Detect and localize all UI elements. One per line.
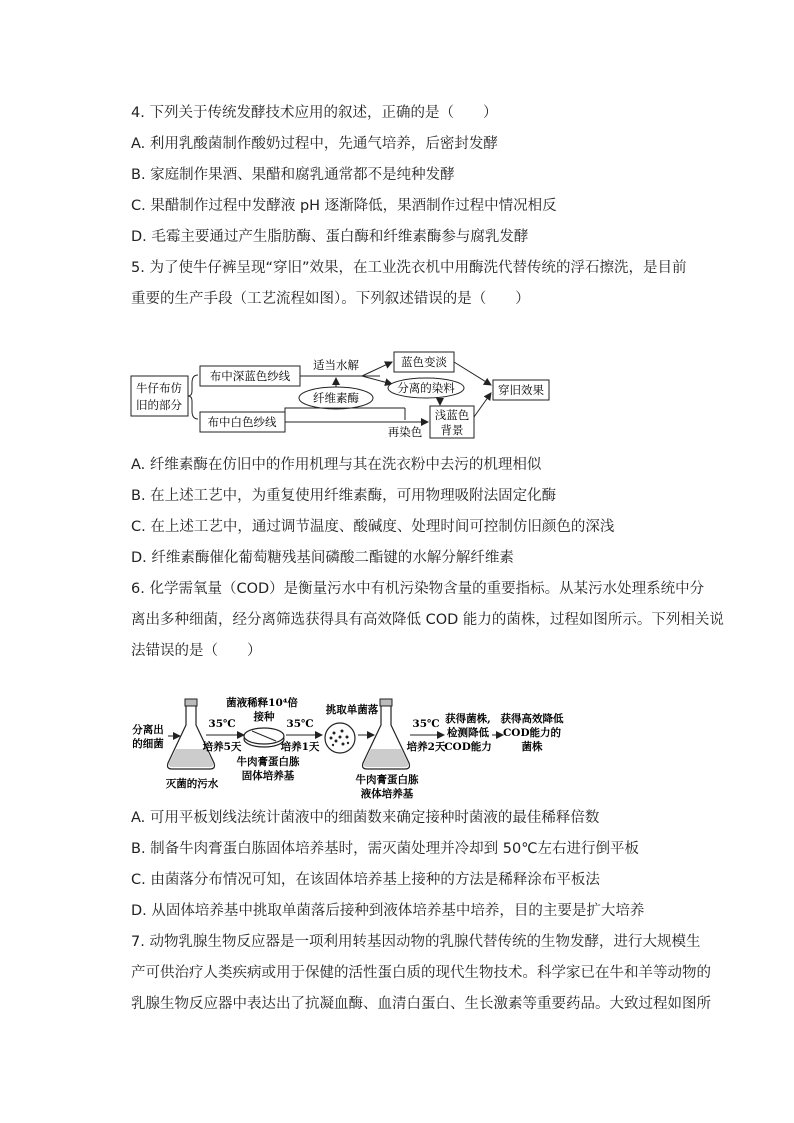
q6-isolated-label-1: 分离出: [132, 724, 164, 736]
q5-hydrolysis-label: 适当水解: [313, 358, 359, 372]
q6-dilute-label-1: 菌液稀释10⁴倍: [226, 697, 298, 709]
q5-stem-line1: 5. 为了使牛仔裤呈现“穿旧”效果，在工业洗衣机中用酶洗代替传统的浮石擦洗，是目前: [131, 260, 687, 276]
q5-option-b: B. 在上述工艺中，为重复使用纤维素酶，可用物理吸附法固定化酶: [131, 488, 557, 504]
q4-stem: 4. 下列关于传统发酵技术应用的叙述，正确的是（ ）: [131, 105, 498, 121]
q6-liquid-label-1: 牛肉膏蛋白胨: [355, 774, 419, 786]
q4-option-c: C. 果醋制作过程中发酵液 pH 逐渐降低，果酒制作过程中情况相反: [131, 198, 557, 214]
q6-detect-label-2: 检测降低: [447, 727, 489, 739]
q5-source-label-2: 旧的部分: [136, 398, 182, 412]
q6-option-a: A. 可用平板划线法统计菌液中的细菌数来确定接种时菌液的最佳稀释倍数: [131, 810, 600, 826]
q6-detect-label-3: COD能力: [444, 741, 492, 753]
q6-stem-line2: 离出多种细菌，经分离筛选获得具有高效降低 COD 能力的菌株，过程如图所示。下列相关说: [131, 612, 724, 628]
q6-option-d: D. 从固体培养基中挑取单菌落后接种到液体培养基中培养，目的主要是扩大培养: [131, 903, 645, 919]
q6-sterile-water-label: 灭菌的污水: [165, 778, 219, 790]
q6-pick-label: 挑取单菌落: [325, 704, 379, 716]
q5-result-label: 穿旧效果: [498, 383, 544, 397]
q6-dilute-label-2: 接种: [253, 711, 275, 723]
q5-option-c: C. 在上述工艺中，通过调节温度、酸碱度、处理时间可控制仿旧颜色的深浅: [131, 519, 615, 535]
q6-final-label-2: COD能力的: [502, 727, 562, 739]
q7-line2: 产可供治疗人类疾病或用于保健的活性蛋白质的现代生物技术。科学家已在牛和羊等动物的: [131, 965, 711, 981]
q6-temp-1: 35℃: [208, 718, 236, 730]
q5-stem-line2: 重要的生产手段（工艺流程如图）。下列叙述错误的是（ ）: [131, 291, 530, 307]
q5-fade-label: 蓝色变淡: [401, 355, 447, 369]
q6-petri-dish: [244, 728, 284, 747]
q6-culture-1: 培养5天: [202, 741, 242, 753]
q6-detect-label-1: 获得菌株,: [445, 713, 491, 725]
q6-plate-label-2: 固体培养基: [241, 770, 295, 782]
q6-option-b: B. 制备牛肉膏蛋白胨固体培养基时，需灭菌处理并冷却到 50℃左右进行倒平板: [131, 841, 640, 857]
q6-option-c: C. 由菌落分布情况可知，在该固体培养基上接种的方法是稀释涂布平板法: [131, 872, 600, 888]
q6-temp-2: 35℃: [286, 718, 314, 730]
q6-colony-dish: [325, 723, 355, 753]
q6-liquid-label-2: 液体培养基: [360, 788, 414, 800]
q6-culture-3: 培养2天: [406, 741, 446, 753]
q6-culture-2: 培养1天: [280, 741, 320, 753]
q5-option-d: D. 纤维素酶催化葡萄糖残基间磷酸二酯键的水解分解纤维素: [131, 550, 514, 566]
q4-option-a: A. 利用乳酸菌制作酸奶过程中，先通气培养，后密封发酵: [131, 136, 498, 152]
q6-temp-3: 35℃: [412, 718, 440, 730]
q6-final-label-3: 菌株: [521, 741, 543, 753]
q5-enzyme-label: 纤维素酶: [313, 391, 359, 405]
q5-light-bg-label-2: 背景: [440, 423, 464, 437]
q6-stem-line3: 法错误的是（ ）: [131, 643, 262, 659]
q5-redye-label: 再染色: [387, 425, 423, 439]
q6-plate-label-1: 牛肉膏蛋白胨: [236, 756, 300, 768]
q5-dye-label: 分离的染料: [397, 381, 455, 395]
q6-process-diagram: [0, 693, 794, 803]
q5-light-bg-label-1: 浅蓝色: [434, 408, 470, 422]
q5-blue-yarn-label: 布中深蓝色纱线: [209, 369, 291, 383]
q5-process-diagram: [0, 345, 794, 445]
q5-brace: [188, 375, 198, 419]
q6-flask-1: [168, 699, 215, 769]
q7-line3: 乳腺生物反应器中表达出了抗凝血酶、血清白蛋白、生长激素等重要药品。大致过程如图所: [131, 996, 711, 1012]
q5-option-a: A. 纤维素酶在仿旧中的作用机理与其在洗衣粉中去污的机理相似: [131, 457, 542, 473]
q4-option-b: B. 家庭制作果酒、果醋和腐乳通常都不是纯种发酵: [131, 167, 455, 183]
q4-option-d: D. 毛霉主要通过产生脂肪酶、蛋白酶和纤维素酶参与腐乳发酵: [131, 229, 529, 245]
q5-source-label-1: 牛仔布仿: [136, 381, 182, 395]
q6-stem-line1: 6. 化学需氧量（COD）是衡量污水中有机污染物含量的重要指标。从某污水处理系统中分: [131, 581, 705, 597]
q5-white-yarn-label: 布中白色纱线: [207, 415, 277, 429]
q6-isolated-label-2: 的细菌: [132, 738, 164, 750]
q7-line1: 7. 动物乳腺生物反应器是一项利用转基因动物的乳腺代替传统的生物发酵，进行大规模生: [131, 934, 701, 950]
q6-final-label-1: 获得高效降低: [500, 713, 564, 725]
